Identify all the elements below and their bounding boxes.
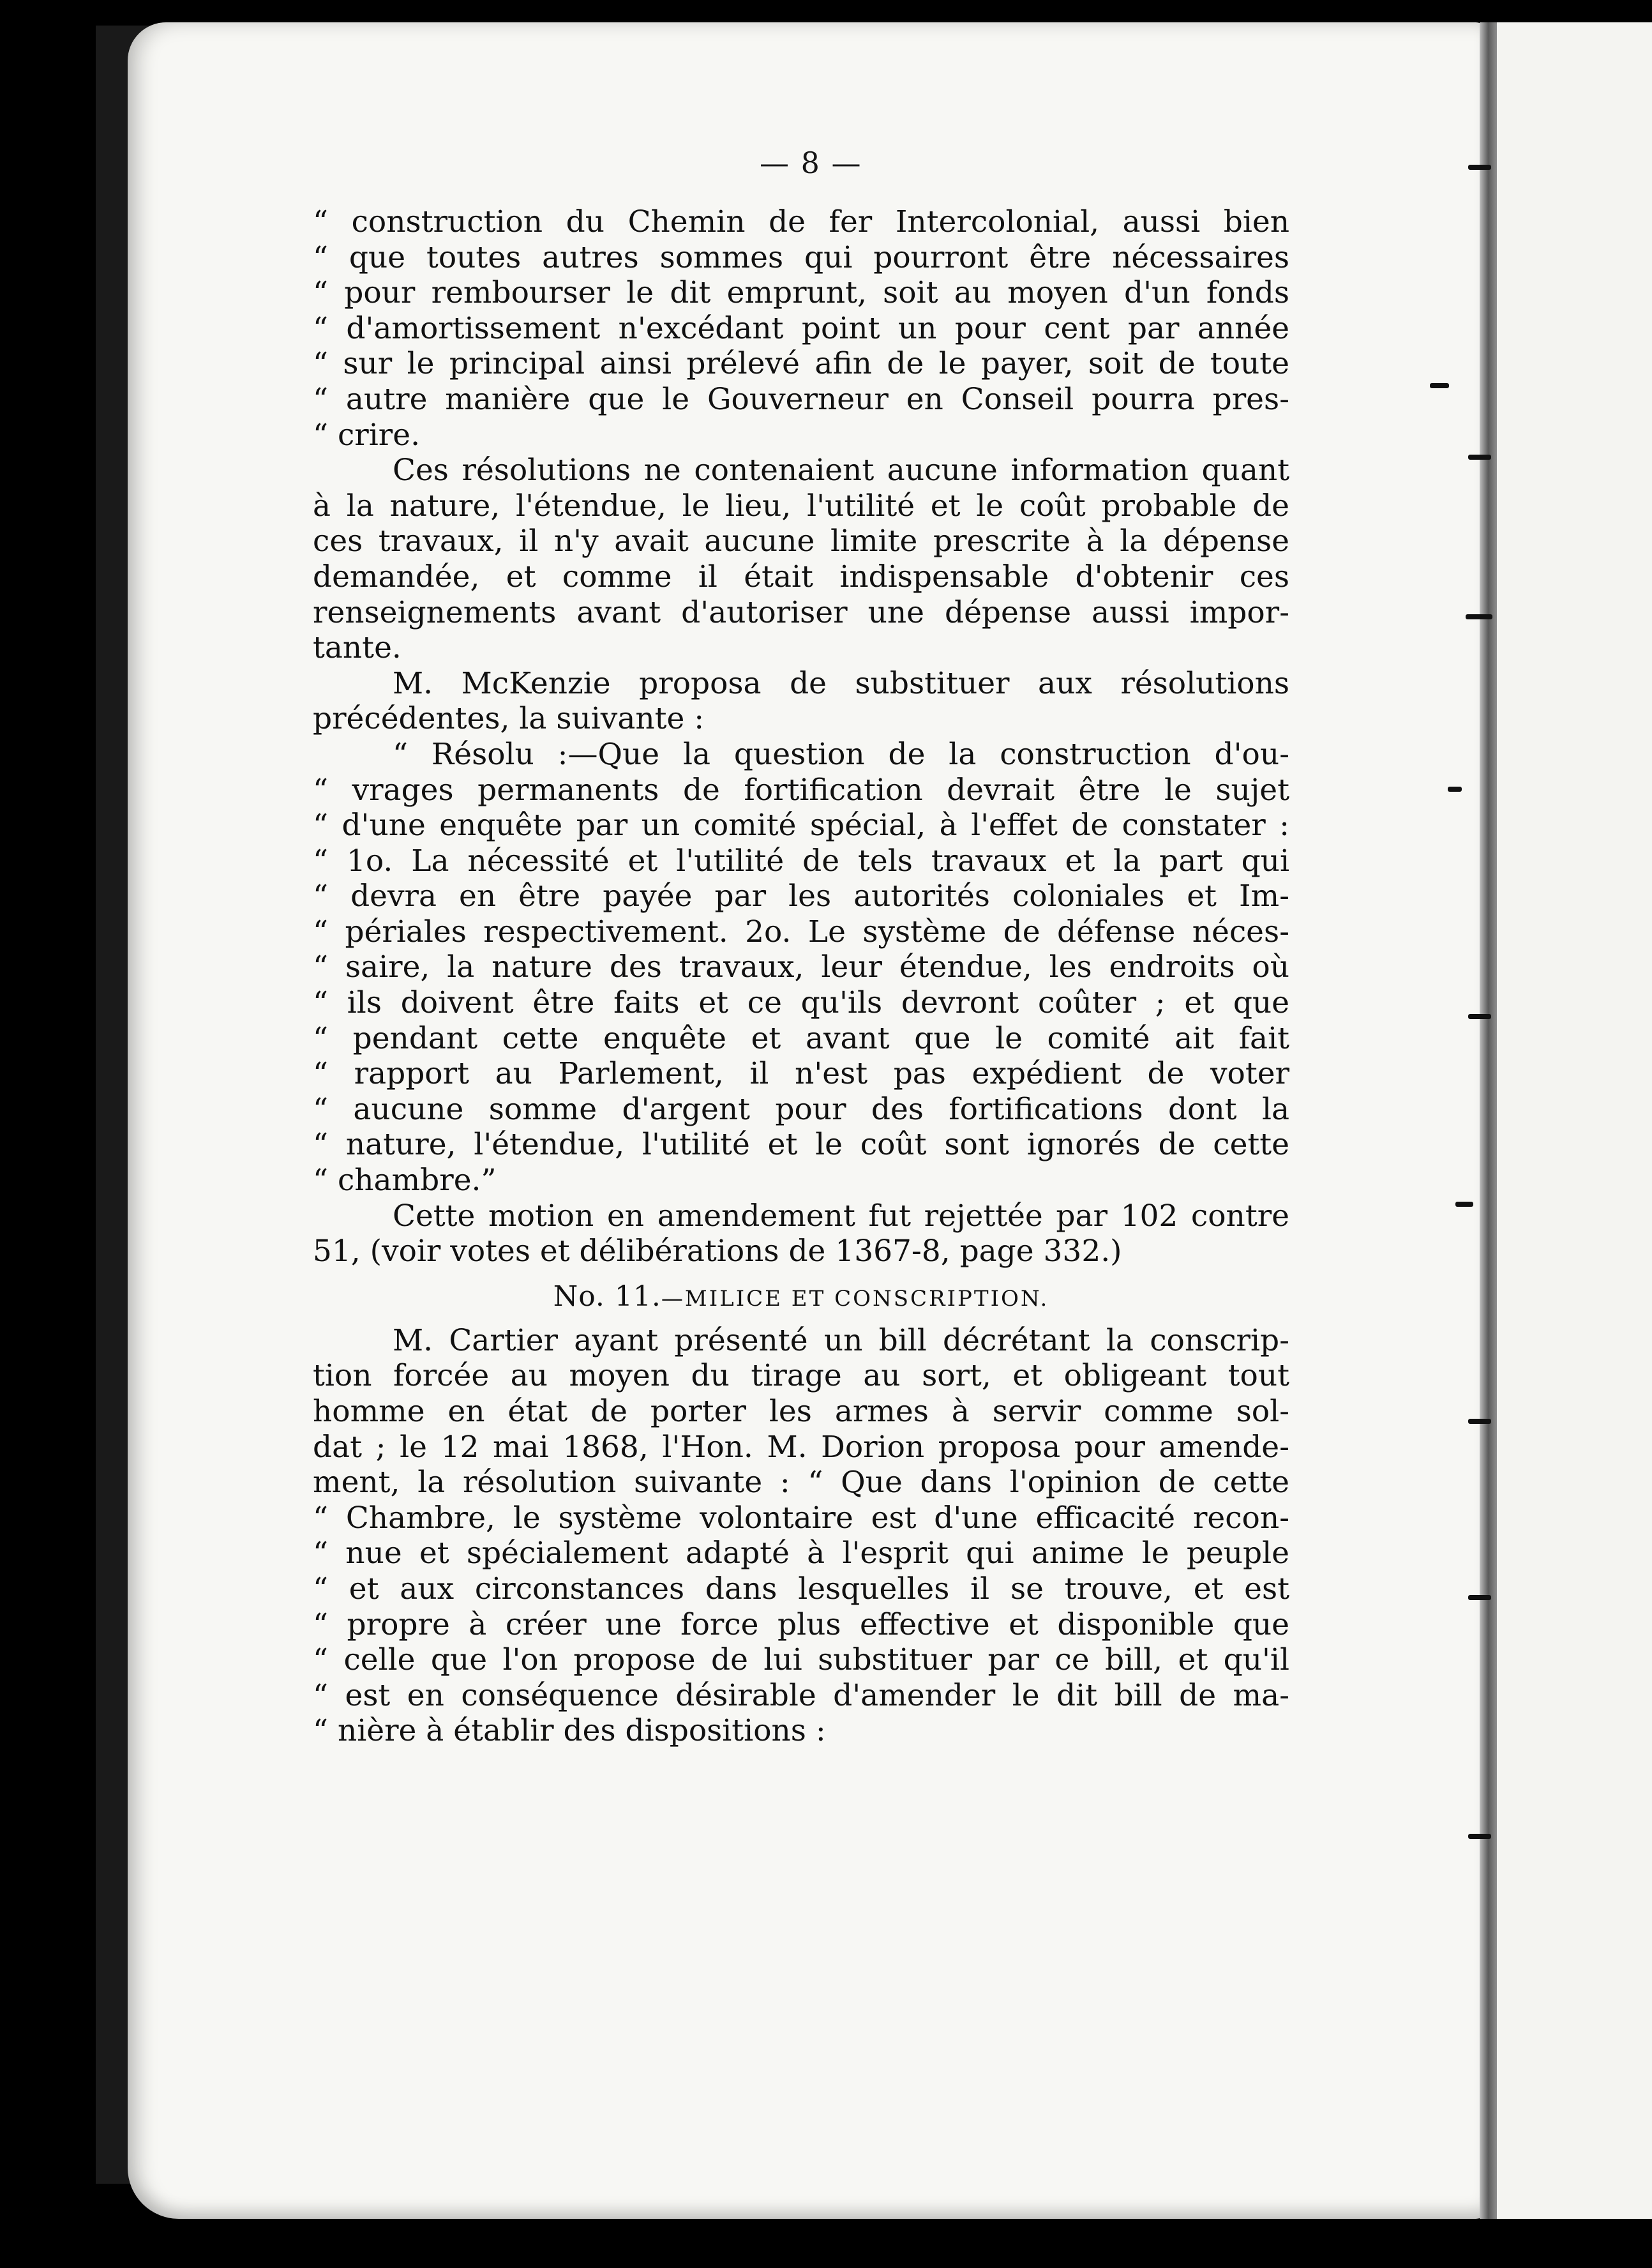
margin-mark [1430, 383, 1449, 388]
margin-mark [1455, 1202, 1473, 1207]
margin-mark [1468, 165, 1491, 170]
text-line: “ devra en être payée par les autorités coloniales et Im- [313, 879, 1289, 914]
paragraph [313, 666, 1289, 737]
text-line: “ d'amortissement n'excédant point un pour cent par année [313, 310, 1289, 346]
text-line: Cette motion en amendement fut rejettée par 102 contre [393, 1198, 1289, 1234]
paragraph [313, 453, 1289, 666]
facing-page-strip [1497, 22, 1652, 2219]
section-title: —MILICE ET CONSCRIPTION. [661, 1285, 1049, 1312]
text-line: “ saire, la nature des travaux, leur étendue, les endroits où [313, 949, 1289, 985]
text-line: “ pendant cette enquête et avant que le comité ait fait [313, 1020, 1289, 1056]
text-line: 51, (voir votes et délibérations de 1367-8, page 332.) [313, 1234, 1122, 1269]
margin-mark [1468, 1595, 1491, 1600]
text-line: “ crire. [313, 417, 421, 453]
margin-mark [1468, 1419, 1491, 1424]
text-line: “ sur le principal ainsi prélevé afin de le payer, soit de toute [313, 346, 1289, 382]
text-line: “ rapport au Parlement, il n'est pas expédient de voter [313, 1056, 1289, 1092]
text-line: “ pour rembourser le dit emprunt, soit au moyen d'un fonds [313, 275, 1289, 311]
text-line: ces travaux, il n'y avait aucune limite prescrite à la dépense [313, 524, 1289, 559]
text-line: tion forcée au moyen du tirage au sort, et obligeant tout [313, 1358, 1289, 1394]
text-line: “ Résolu :—Que la question de la construction d'ou- [393, 736, 1289, 772]
text-line: homme en état de porter les armes à servir comme sol- [313, 1394, 1289, 1429]
margin-mark [1468, 1014, 1491, 1019]
section-heading [313, 1274, 1289, 1319]
text-line: “ et aux circonstances dans lesquelles il se trouve, et est [313, 1571, 1289, 1606]
text-line: “ périales respectivement. 2o. Le système de défense néces- [313, 914, 1289, 949]
page-number: — 8 — [760, 146, 862, 180]
text-line: “ propre à créer une force plus effective et disponible que [313, 1606, 1289, 1642]
text-line: tante. [313, 630, 402, 666]
margin-mark [1448, 787, 1462, 792]
text-line: “ aucune somme d'argent pour des fortifications dont la [313, 1091, 1289, 1127]
text-line: “ d'une enquête par un comité spécial, à l'effet de constater : [313, 808, 1289, 843]
text-line: renseignements avant d'autoriser une dépense aussi impor- [313, 594, 1289, 630]
text-line: “ nière à établir des dispositions : [313, 1713, 826, 1749]
text-line: “ construction du Chemin de fer Intercolonial, aussi bien [313, 204, 1289, 239]
text-line: “ ils doivent être faits et ce qu'ils devront coûter ; et que [313, 985, 1289, 1021]
text-line: “ nature, l'étendue, l'utilité et le coût sont ignorés de cette [313, 1127, 1289, 1163]
text-line: “ nue et spécialement adapté à l'esprit qui anime le peuple [313, 1536, 1289, 1571]
text-line: dat ; le 12 mai 1868, l'Hon. M. Dorion proposa pour amende- [313, 1429, 1289, 1465]
text-line: M. Cartier ayant présenté un bill décrétant la conscrip- [393, 1322, 1289, 1358]
margin-mark [1468, 1834, 1491, 1839]
margin-mark [1466, 614, 1492, 619]
text-line: “ vrages permanents de fortification devrait être le sujet [313, 772, 1289, 808]
text-line: “ celle que l'on propose de lui substituer par ce bill, et qu'il [313, 1642, 1289, 1678]
paragraph [313, 737, 1289, 1198]
paragraph [313, 1323, 1289, 1749]
text-line: “ est en conséquence désirable d'amender le dit bill de ma- [313, 1677, 1289, 1713]
text-line: “ Chambre, le système volontaire est d'une efficacité recon- [313, 1500, 1289, 1536]
text-line: M. McKenzie proposa de substituer aux résolutions [393, 665, 1289, 701]
text-line: Ces résolutions ne contenaient aucune information quant [393, 453, 1289, 488]
text-line: “ que toutes autres sommes qui pourront être nécessaires [313, 239, 1289, 275]
page-gutter [1480, 22, 1499, 2219]
text-line: demandée, et comme il était indispensable d'obtenir ces [313, 559, 1289, 594]
text-line: “ chambre.” [313, 1163, 497, 1198]
paragraph [313, 1198, 1289, 1269]
text-line: “ 1o. La nécessité et l'utilité de tels travaux et la part qui [313, 843, 1289, 879]
section-number: No. 11. [553, 1280, 661, 1313]
text-line: à la nature, l'étendue, le lieu, l'utilité et le coût probable de [313, 488, 1289, 524]
paragraph [313, 204, 1289, 453]
margin-mark [1468, 455, 1491, 460]
text-line: ment, la résolution suivante : “ Que dans l'opinion de cette [313, 1465, 1289, 1501]
text-line: “ autre manière que le Gouverneur en Conseil pourra pres- [313, 381, 1289, 417]
body-text [313, 204, 1289, 1749]
text-line: précédentes, la suivante : [313, 701, 705, 737]
